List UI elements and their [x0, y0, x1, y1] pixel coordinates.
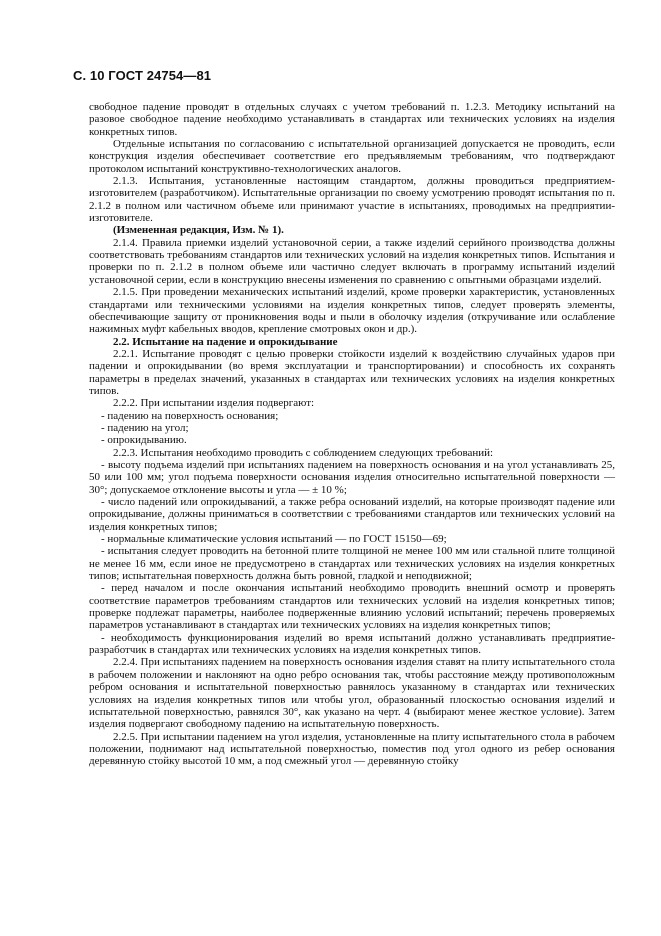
paragraph: Отдельные испытания по согласованию с испытательной организацией допускается не проводить, если конструкция изделия обеспечивает соответствие его предъявляемым требованиям, что подтверждают протоколом испытаний конструктивно-технологических аналогов.	[89, 138, 615, 175]
paragraph: 2.2.4. При испытаниях падением на поверхность основания изделия ставят на плиту испытательного стола в рабочем положении и наклоняют на одно ребро основания так, чтобы расстояние между противоположным ребром основания и испытательной поверхностью равнялось указанному в стандартах или технических условиях на изделия конкретных типов или чтобы угол, образованный плоскостью основания изделий и испытательной поверхностью, равнялся 30°, как указано на черт. 4 (выбирают менее жесткое условие). Затем изделия подвергают свободному падению на испытательную поверхность.	[89, 656, 615, 731]
page-header: С. 10 ГОСТ 24754—81	[73, 68, 212, 83]
list-item: - перед началом и после окончания испытаний необходимо проводить внешний осмотр и проверять соответствие параметров требованиям стандартов или технических условий на изделия конкретных типов; проверке подлежат параметры, наиболее подверженные влиянию условий испытаний; перечень проверяемых параметров устанавливают в стандартах или технических условиях на изделия конкретных типов;	[89, 582, 615, 632]
paragraph: 2.2.1. Испытание проводят с целью проверки стойкости изделий к воздействию случайных ударов при падении и опрокидывании (во время эксплуатации и транспортировании) и способность их сохранять параметры в пределах значений, указанных в стандартах или технических условиях на изделия конкретных типов.	[89, 347, 615, 397]
section-heading: 2.2. Испытание на падение и опрокидывание	[113, 335, 338, 348]
paragraph: свободное падение проводят в отдельных случаях с учетом требований п. 1.2.3. Методику испытаний на разовое свободное падение необходимо устанавливать в стандартах или технических условиях на изделия конкретных типов.	[89, 101, 615, 138]
list-item: - опрокидыванию.	[101, 434, 187, 447]
paragraph: 2.1.3. Испытания, установленные настоящим стандартом, должны проводиться предприятием-изготовителем (разработчиком). Испытательные организации по своему усмотрению проводят испытания по п. 2.1.2 в полном или частичном объеме или принимают участие в испытаниях, проводимых на предприятии-изготовителе.	[89, 175, 615, 225]
paragraph: 2.2.5. При испытании падением на угол изделия, установленные на плиту испытательного стола в рабочем положении, поднимают над испытательной поверхностью, поместив под угол одного из ребер основания деревянную стойку высотой 10 мм, а под смежный угол — деревянную стойку	[89, 730, 615, 768]
list-item: - необходимость функционирования изделий во время испытаний должно устанавливать предприятие-разработчик в стандартах или технических условиях на изделия конкретных типов.	[89, 631, 615, 657]
document-body	[89, 101, 615, 768]
paragraph: 2.1.4. Правила приемки изделий установочной серии, а также изделий серийного производства должны соответствовать требованиям стандартов или технических условий на изделия конкретных типов. Испытания и проверки по п. 2.1.2 в полном объеме или частично следует включать в программу испытаний изделий установочной серии, если в конструкцию внесены изменения по сравнению с опытными образцами изделий.	[89, 236, 615, 286]
list-item: - высоту подъема изделий при испытаниях падением на поверхность основания и на угол устанавливать 25, 50 или 100 мм; угол подъема поверхности основания изделия относительно испытательной поверхности — 30°; допускаемое отклонение высоты и угла — ± 10 %;	[89, 458, 615, 496]
list-item: - число падений или опрокидываний, а также ребра оснований изделий, на которые производят падение или опрокидывание, должны приниматься в соответствии с требованиями стандартов или технических условий на изделия конкретных типов;	[89, 496, 615, 533]
list-item: - падению на угол;	[101, 421, 189, 434]
list-item: - падению на поверхность основания;	[101, 409, 279, 422]
paragraph: 2.2.2. При испытании изделия подвергают:	[113, 397, 315, 410]
paragraph: 2.2.3. Испытания необходимо проводить с соблюдением следующих требований:	[113, 446, 494, 459]
list-item: - нормальные климатические условия испытаний — по ГОСТ 15150—69;	[101, 533, 447, 546]
list-item: - испытания следует проводить на бетонной плите толщиной не менее 100 мм или стальной плите толщиной не менее 16 мм, если иное не предусмотрено в стандартах или технических условиях на изделия конкретных типов; испытательная поверхность должна быть ровной, гладкой и неподвижной;	[89, 545, 615, 583]
amendment-note: (Измененная редакция, Изм. № 1).	[113, 224, 284, 237]
paragraph: 2.1.5. При проведении механических испытаний изделий, кроме проверки характеристик, установленных стандартами или техническими условиями на изделия конкретных типов, следует проверять элементы, обеспечивающие защиту от проникновения воды и пыли в оболочку изделия (откручивание или ослабление нажимных муфт кабельных вводов, крепление смотровых окон и др.).	[89, 286, 615, 336]
